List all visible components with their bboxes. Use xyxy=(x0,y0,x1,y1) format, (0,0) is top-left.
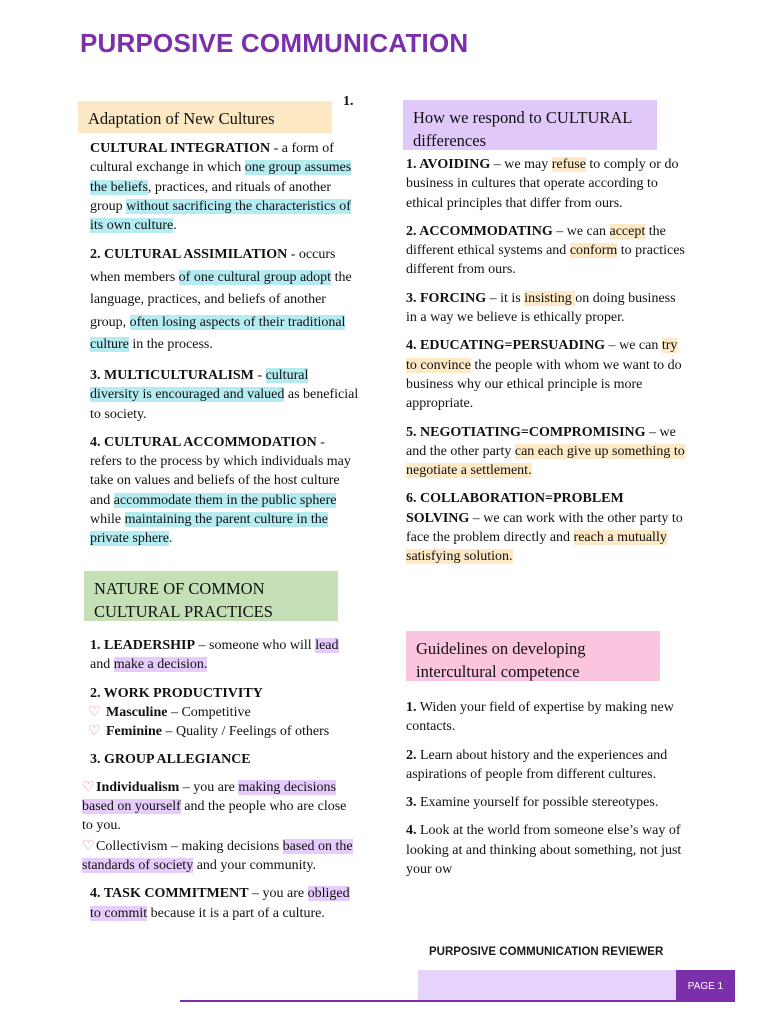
footer-label: PURPOSIVE COMMUNICATION REVIEWER xyxy=(429,946,664,958)
term: Feminine xyxy=(106,724,162,740)
list-item xyxy=(406,423,686,481)
heart-icon: ♡ xyxy=(88,724,101,740)
highlight: one group assumes the beliefs xyxy=(90,160,352,195)
term: 2. CULTURAL ASSIMILATION xyxy=(90,247,288,263)
highlight: making decisions based on yourself xyxy=(82,779,336,815)
text: Look at the world from someone else’s way of looking at and thinking about something, not just your ow xyxy=(406,823,682,878)
section-header-adaptation: Adaptation of New Cultures xyxy=(78,101,332,133)
text: – we can xyxy=(552,223,610,239)
highlight: make a decision. xyxy=(113,657,208,673)
section-header-responses: How we respond to CULTURAL differences xyxy=(403,100,657,150)
bullet-item xyxy=(88,722,360,741)
list-item xyxy=(90,750,360,769)
guidelines-list xyxy=(406,698,686,888)
text: Examine yourself for possible stereotypes. xyxy=(416,795,659,811)
list-item xyxy=(90,366,360,424)
text: Collectivism – making decisions xyxy=(96,838,283,854)
text: . xyxy=(173,218,177,234)
highlight: often losing aspects of their traditional culture xyxy=(90,314,346,353)
text: to comply or do business in cultures that operate according to ethical principles that differ from ours. xyxy=(406,157,679,211)
highlight: lead xyxy=(315,638,339,653)
term: 4. EDUCATING=PERSUADING xyxy=(406,338,606,354)
section-header-nature: NATURE OF COMMON CULTURAL PRACTICES xyxy=(84,571,338,621)
corner-number: 1. xyxy=(343,94,354,109)
text: – you are xyxy=(179,779,239,795)
section-header-guidelines: Guidelines on developing intercultural competence xyxy=(406,631,660,681)
term: 3. FORCING xyxy=(406,290,487,306)
text: and xyxy=(90,657,114,673)
term: 1. AVOIDING xyxy=(406,157,491,172)
term: 2. WORK PRODUCTIVITY xyxy=(90,685,263,701)
text: Widen your field of expertise by making new contacts. xyxy=(406,700,674,735)
highlight: can each give up something to negotiate a settlement. xyxy=(406,443,685,479)
highlight: refuse xyxy=(551,157,586,172)
text: while xyxy=(90,512,125,528)
list-item xyxy=(406,698,686,737)
list-item xyxy=(90,433,360,549)
highlight: accept xyxy=(609,223,646,239)
page-number: PAGE 1 xyxy=(676,970,735,1002)
highlight: accommodate them in the public sphere xyxy=(113,492,337,508)
term: 2. ACCOMMODATING xyxy=(406,223,553,239)
text: - refers to the process by which individuals may take on values and beliefs of the host culture and xyxy=(90,434,351,508)
list-item xyxy=(406,222,686,280)
highlight: without sacrificing the characteristics of its own culture xyxy=(90,198,351,234)
cultural-practices-list xyxy=(82,636,360,932)
term: 5. NEGOTIATING=COMPROMISING xyxy=(406,424,646,440)
list-item xyxy=(406,793,686,812)
bullet-item xyxy=(82,778,360,836)
text: the people with whom we want to do business why our ethical principle is more appropriate. xyxy=(406,357,682,412)
text: - xyxy=(253,367,266,383)
highlight: insisting xyxy=(524,290,576,306)
highlight: try to convince xyxy=(406,338,678,373)
text: – you are xyxy=(248,886,308,902)
item-number: 3. xyxy=(406,795,417,811)
text: to practices different from ours. xyxy=(406,243,685,278)
term: CULTURAL INTEGRATION xyxy=(90,141,271,156)
term: 3. MULTICULTURALISM xyxy=(90,367,254,383)
footer-bar xyxy=(418,970,676,1000)
list-item xyxy=(90,139,360,235)
highlight: reach a mutually satisfying solution. xyxy=(406,530,667,565)
highlight: of one cultural group adopt xyxy=(178,269,332,285)
list-item xyxy=(406,746,686,785)
heart-icon: ♡ xyxy=(82,838,95,854)
page-title: PURPOSIVE COMMUNICATION xyxy=(80,28,469,58)
text: – we can xyxy=(605,338,662,354)
text: and the people who are close to you. xyxy=(82,799,347,834)
text: and your community. xyxy=(193,857,316,873)
term: 4. CULTURAL ACCOMMODATION xyxy=(90,434,317,450)
text: - occurs when members xyxy=(90,247,336,285)
list-item xyxy=(90,636,360,675)
list-item xyxy=(406,155,686,213)
list-item xyxy=(406,489,686,566)
text: – Quality / Feelings of others xyxy=(162,724,330,740)
list-item xyxy=(90,884,360,923)
list-item xyxy=(406,289,686,328)
text: - a form of cultural exchange in which xyxy=(90,141,334,176)
term: Individualism xyxy=(96,779,180,795)
text: the different ethical systems and xyxy=(406,223,666,259)
text: – we and the other party xyxy=(406,424,676,459)
text: on doing business in a way we believe is ethically proper. xyxy=(406,290,676,326)
text: – Competitive xyxy=(167,704,251,720)
text: . xyxy=(168,531,173,547)
list-item xyxy=(406,336,686,413)
heart-icon: ♡ xyxy=(82,779,95,795)
text: the language, practices, and beliefs of another group, xyxy=(90,269,352,330)
term: 1. LEADERSHIP xyxy=(90,638,196,653)
term: 6. COLLABORATION=PROBLEM SOLVING xyxy=(406,491,624,526)
bullet-item xyxy=(82,837,360,876)
list-item xyxy=(406,821,686,879)
term: 3. GROUP ALLEGIANCE xyxy=(90,752,251,768)
adaptation-list xyxy=(90,139,360,558)
text: – we can work with the other party to face the problem directly and xyxy=(406,510,683,546)
text: because it is a part of a culture. xyxy=(147,905,325,921)
list-item xyxy=(90,684,360,703)
text: as beneficial to society. xyxy=(90,387,359,422)
heart-icon: ♡ xyxy=(88,704,101,720)
highlight: conform xyxy=(569,243,618,259)
highlight: cultural diversity is encouraged and valued xyxy=(90,367,309,403)
item-number: 1. xyxy=(406,700,417,715)
highlight: based on the standards of society xyxy=(82,838,353,873)
item-number: 4. xyxy=(406,823,417,839)
highlight: maintaining the parent culture in the private sphere xyxy=(90,512,328,547)
term: 4. TASK COMMITMENT xyxy=(90,886,249,902)
bullet-item xyxy=(88,703,360,722)
term: Masculine xyxy=(106,704,168,720)
text: – it is xyxy=(486,290,525,306)
highlight: obliged to commit xyxy=(90,886,350,921)
text: in the process. xyxy=(128,337,213,353)
list-item xyxy=(90,244,360,357)
text: Learn about history and the experiences and aspirations of people from different cultures. xyxy=(406,747,668,782)
footer-divider xyxy=(180,1000,678,1002)
text: – someone who will xyxy=(195,638,316,653)
text: , practices, and rituals of another group xyxy=(90,179,332,214)
text: – we may xyxy=(490,157,552,172)
responses-list xyxy=(406,155,686,576)
item-number: 2. xyxy=(406,747,417,763)
